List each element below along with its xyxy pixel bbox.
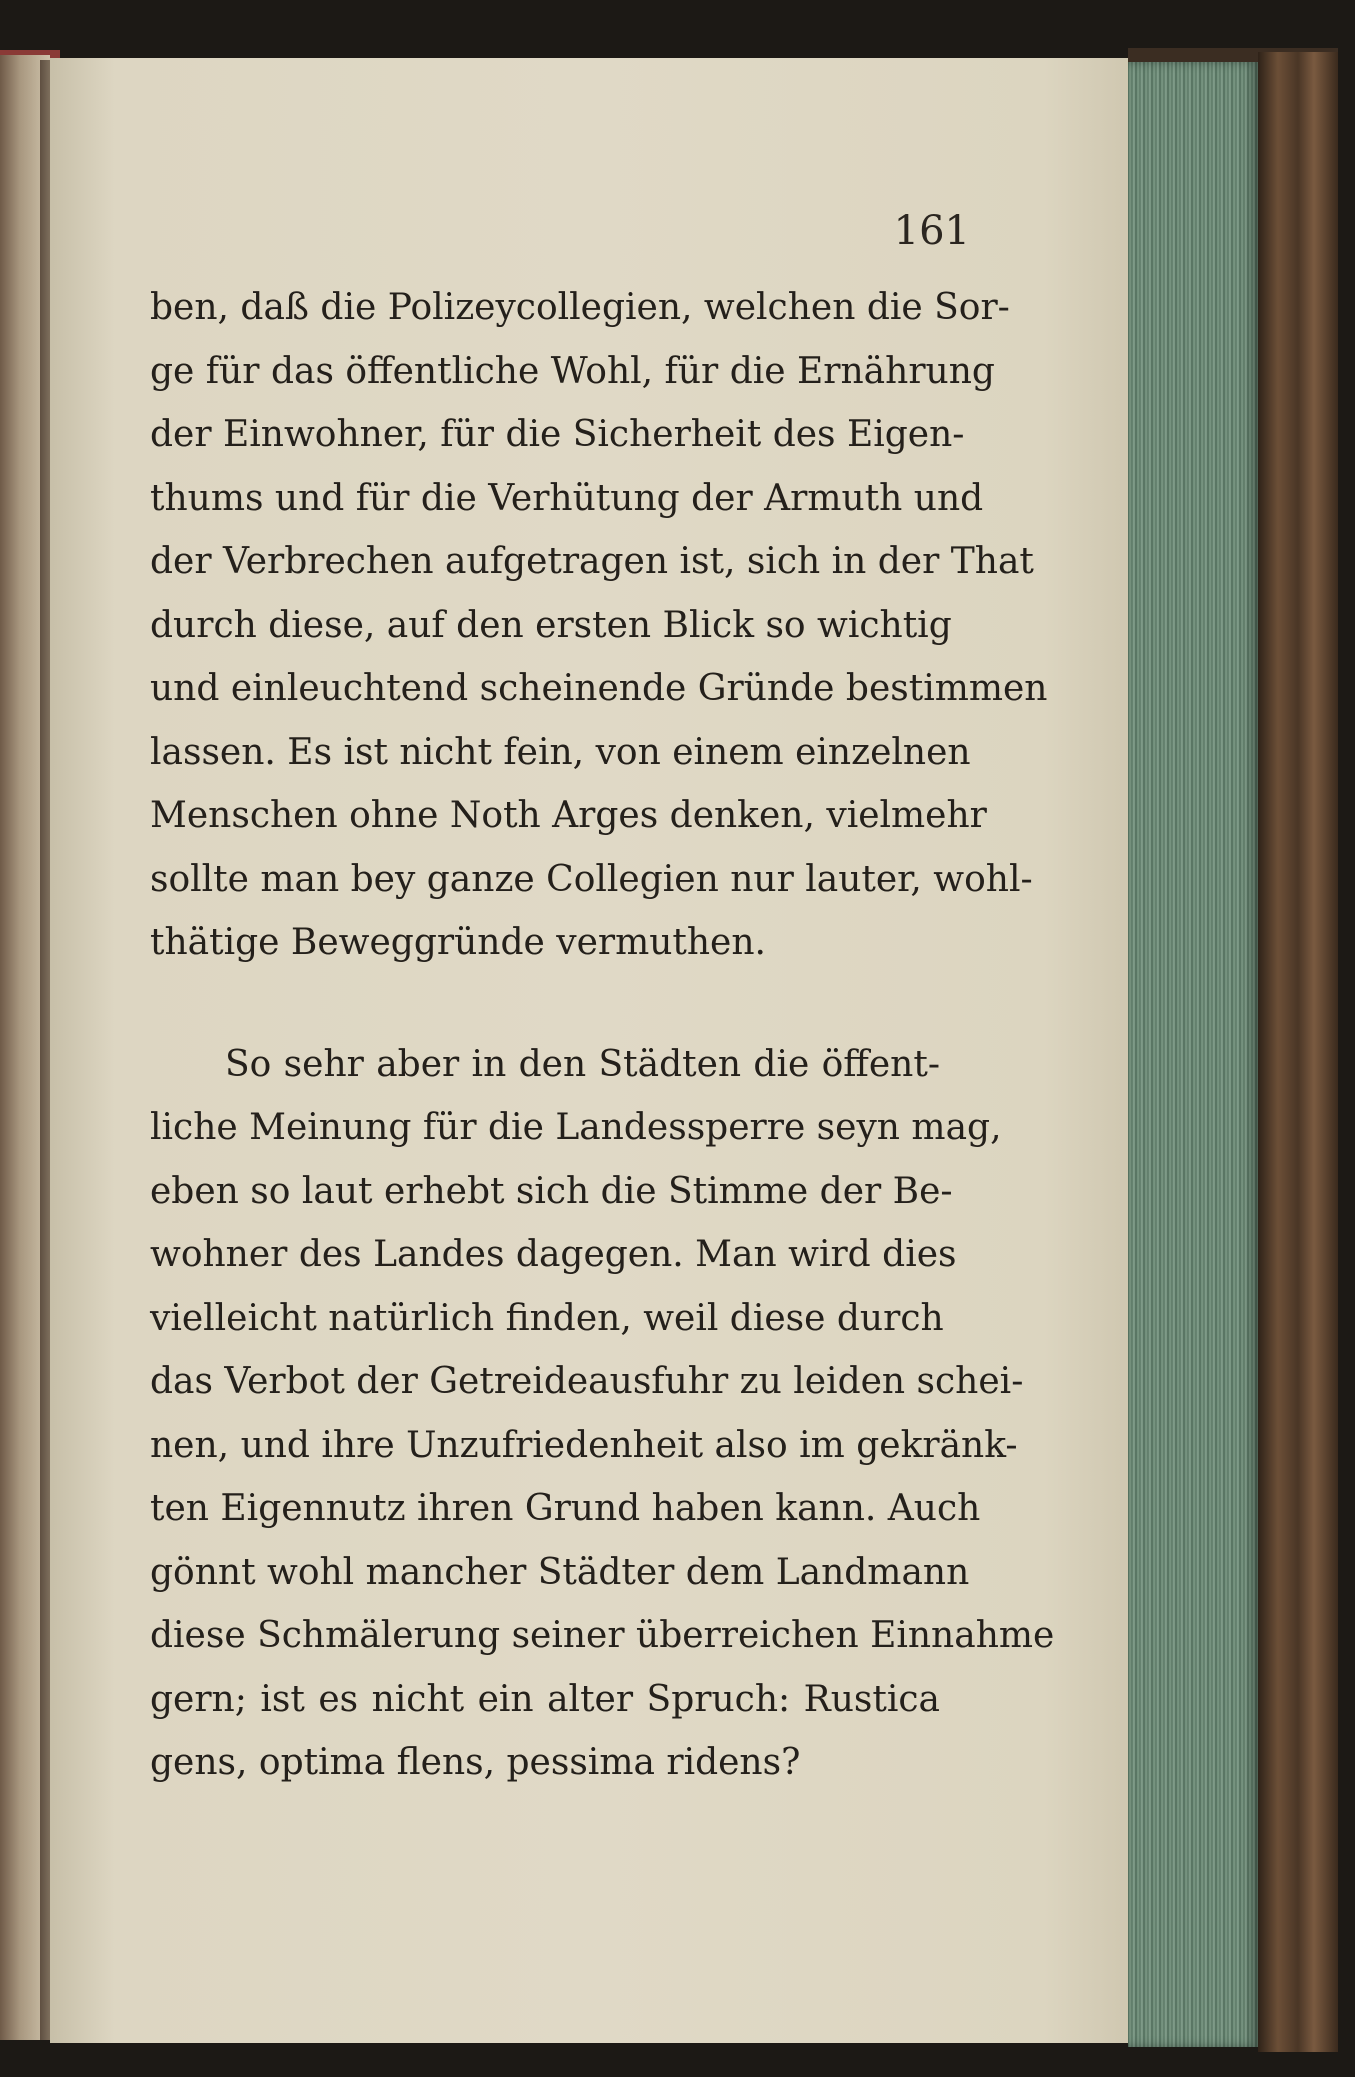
- text-line: thums und für die Verhütung der Armuth und: [150, 477, 984, 519]
- text-line: und einleuchtend scheinende Gründe bestimmen: [150, 668, 1048, 709]
- book-cover-right: [1258, 52, 1338, 2052]
- text-line: ge für das öffentliche Wohl, für die Ernährung: [150, 350, 995, 392]
- text-line: nen, und ihre Unzufriedenheit also im gekränk-: [150, 1424, 1018, 1466]
- page-stack-edge: [1128, 62, 1258, 2047]
- paragraph-gap: [150, 975, 940, 1033]
- text-line: der Verbrechen aufgetragen ist, sich in der That: [150, 541, 1034, 582]
- text-line: Menschen ohne Noth Arges denken, vielmehr: [150, 795, 987, 836]
- text-line: diese Schmälerung seiner überreichen Einnahme: [150, 1615, 1055, 1656]
- text-line: das Verbot der Getreideausfuhr zu leiden schei-: [150, 1361, 1024, 1402]
- paragraph-2: [150, 1033, 1055, 1795]
- text-line: So sehr aber in den Städten die öffent-: [225, 1043, 940, 1085]
- text-line: thätige Beweggründe vermuthen.: [150, 922, 766, 963]
- text-line: gönnt wohl mancher Städter dem Landmann: [150, 1551, 970, 1593]
- text-line: der Einwohner, für die Sicherheit des Eigen-: [150, 414, 965, 455]
- text-line: sollte man bey ganze Collegien nur lauter, wohl-: [150, 858, 1033, 900]
- text-line: gens, optima flens, pessima ridens?: [150, 1742, 801, 1783]
- text-line: liche Meinung für die Landessperre seyn mag,: [150, 1107, 1002, 1148]
- text-line: ben, daß die Polizeycollegien, welchen die Sor-: [150, 287, 1010, 328]
- text-line: lassen. Es ist nicht fein, von einem einzelnen: [150, 731, 971, 773]
- text-line: durch diese, auf den ersten Blick so wichtig: [150, 604, 952, 646]
- text-line: eben so laut erhebt sich die Stimme der Be-: [150, 1170, 953, 1212]
- body-text: [150, 276, 1055, 1795]
- text-line: gern; ist es nicht ein alter Spruch: Rustica: [150, 1678, 940, 1720]
- page-number: 161: [893, 208, 970, 254]
- text-line: ten Eigennutz ihren Grund haben kann. Auch: [150, 1488, 981, 1529]
- text-line: wohner des Landes dagegen. Man wird dies: [150, 1234, 957, 1275]
- text-line: vielleicht natürlich finden, weil diese durch: [150, 1297, 944, 1339]
- paragraph-1: [150, 276, 1048, 975]
